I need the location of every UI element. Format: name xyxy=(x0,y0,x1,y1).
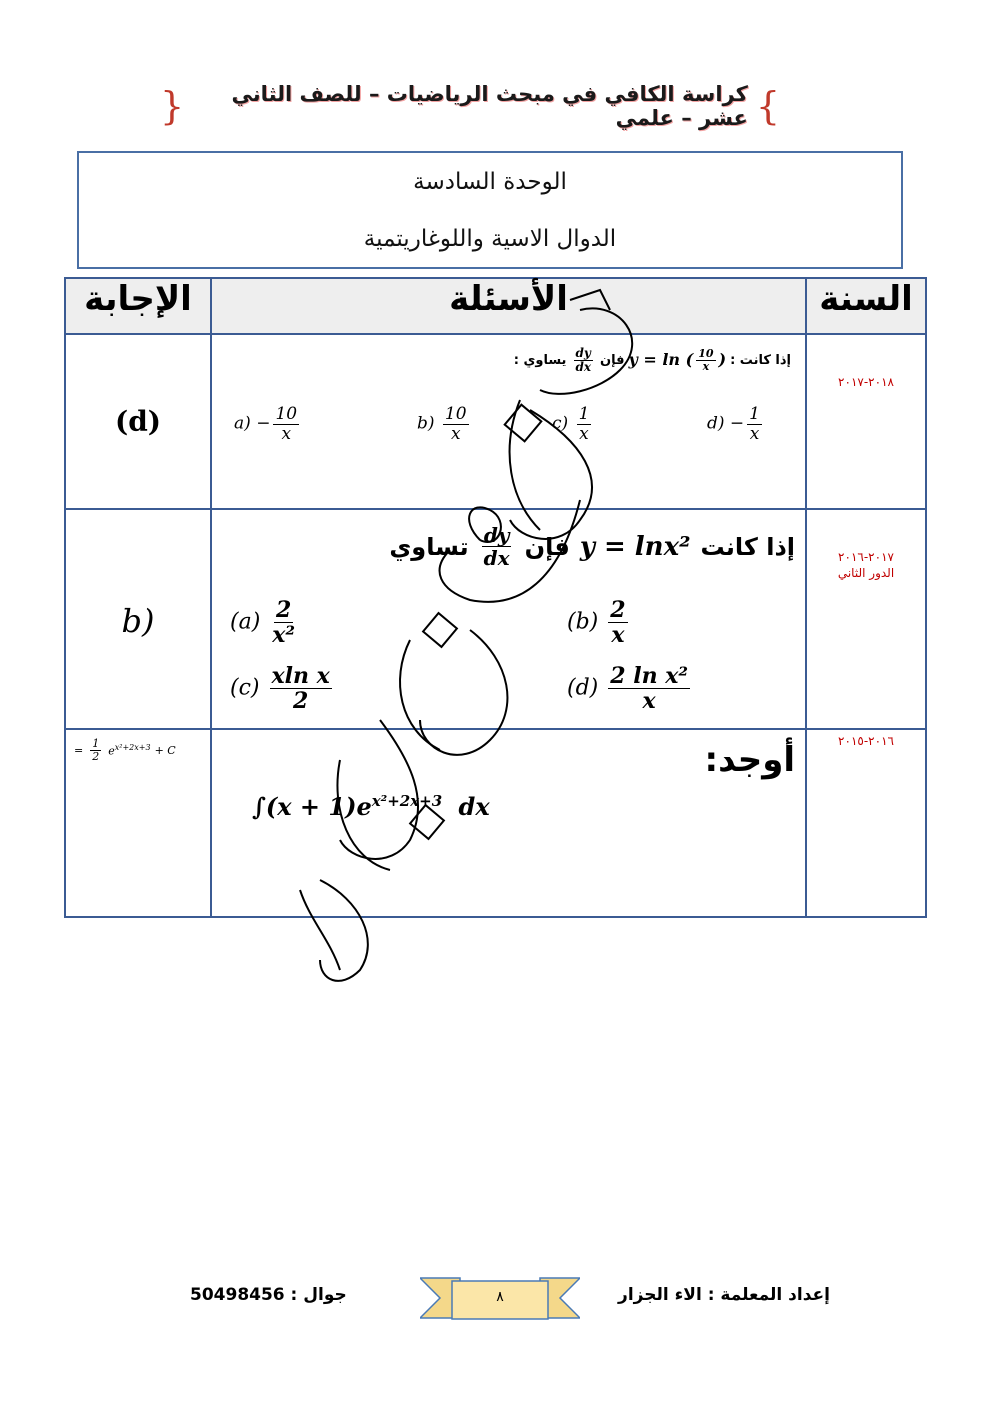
table-header-row xyxy=(65,278,926,334)
question-cell xyxy=(211,334,806,509)
question-function: y = ln ( $\frac{10}{x}$ ) xyxy=(628,347,727,374)
question-then: فإن xyxy=(524,532,570,561)
question-then: فإن xyxy=(599,353,625,369)
choice-c: (c) $\frac{\text{xln x}}{2}$ xyxy=(230,663,330,715)
unit-title: الوحدة السادسة xyxy=(413,168,567,195)
question-suffix: يساوي : xyxy=(513,353,567,369)
question-suffix: تساوي xyxy=(389,532,469,561)
unit-box xyxy=(77,151,903,269)
choice-d: (d) $\frac{\text{2 ln x²}}{x}$ xyxy=(567,663,688,715)
header-title-text: كراسة الكافي في مبحث الرياضيات – للصف الثاني عشر – علمي xyxy=(231,82,748,130)
question-prefix: إذا كانت xyxy=(700,532,795,561)
choice-b: b) $\frac{10}{x}$ xyxy=(417,404,467,444)
table-row xyxy=(65,509,926,729)
table-row xyxy=(65,334,926,509)
header-title xyxy=(160,82,780,130)
year-note: الدور الثاني xyxy=(837,566,895,580)
answer-text: (d) xyxy=(114,405,162,438)
integral-expression: $\int(x + 1)e^{x^2+2x+3}$ dx xyxy=(252,792,490,821)
choice-c: c) $\frac{1}{x}$ xyxy=(552,404,590,444)
unit-subtitle: الدوال الاسية واللوغاريتمية xyxy=(363,225,617,252)
answer-expression: = $\frac{1}{2}$ $e^{x^2+2x+3}$ + C xyxy=(74,737,176,764)
year-cell xyxy=(806,334,926,509)
table-row xyxy=(65,729,926,917)
year-cell xyxy=(806,729,926,917)
header-year: السنة xyxy=(806,278,926,334)
answer-cell xyxy=(65,729,211,917)
answer-text: b) xyxy=(121,602,155,640)
year-cell xyxy=(806,509,926,729)
page-number: ٨ xyxy=(496,1289,504,1305)
year-text: ٢٠١٦-٢٠١٥ xyxy=(838,734,894,748)
answer-cell xyxy=(65,509,211,729)
question-line xyxy=(514,347,791,374)
question-function: y = lnx² xyxy=(579,531,691,562)
footer-teacher: إعداد المعلمة : الاء الجزار xyxy=(618,1285,830,1305)
brace-left: { xyxy=(160,84,185,128)
choice-d: d) − $\frac{1}{x}$ xyxy=(707,404,760,444)
choice-a: (a) $\frac{2}{\text{x²}}$ xyxy=(230,597,296,649)
question-prefix: أوجد: xyxy=(704,740,795,780)
question-prefix: إذا كانت : xyxy=(730,353,791,369)
header-answer: الإجابة xyxy=(65,278,211,334)
question-line xyxy=(389,524,795,569)
question-cell xyxy=(211,729,806,917)
choice-a: a) − $\frac{10}{x}$ xyxy=(234,404,298,444)
choice-b: (b) $\frac{2}{x}$ xyxy=(567,597,626,649)
year-text: ٢٠١٧-٢٠١٦ xyxy=(838,550,894,564)
brace-right: } xyxy=(755,84,780,128)
dy-dx-fraction: $\frac{dy}{dx}$ xyxy=(575,346,591,375)
questions-table xyxy=(64,277,927,918)
dy-dx-fraction: $\frac{dy}{dx}$ xyxy=(483,523,510,570)
answer-cell xyxy=(65,334,211,509)
year-text: ٢٠١٨-٢٠١٧ xyxy=(838,375,894,389)
header-questions: الأسئلة xyxy=(211,278,806,334)
footer-phone: جوال : 50498456 xyxy=(190,1285,347,1305)
question-cell xyxy=(211,509,806,729)
